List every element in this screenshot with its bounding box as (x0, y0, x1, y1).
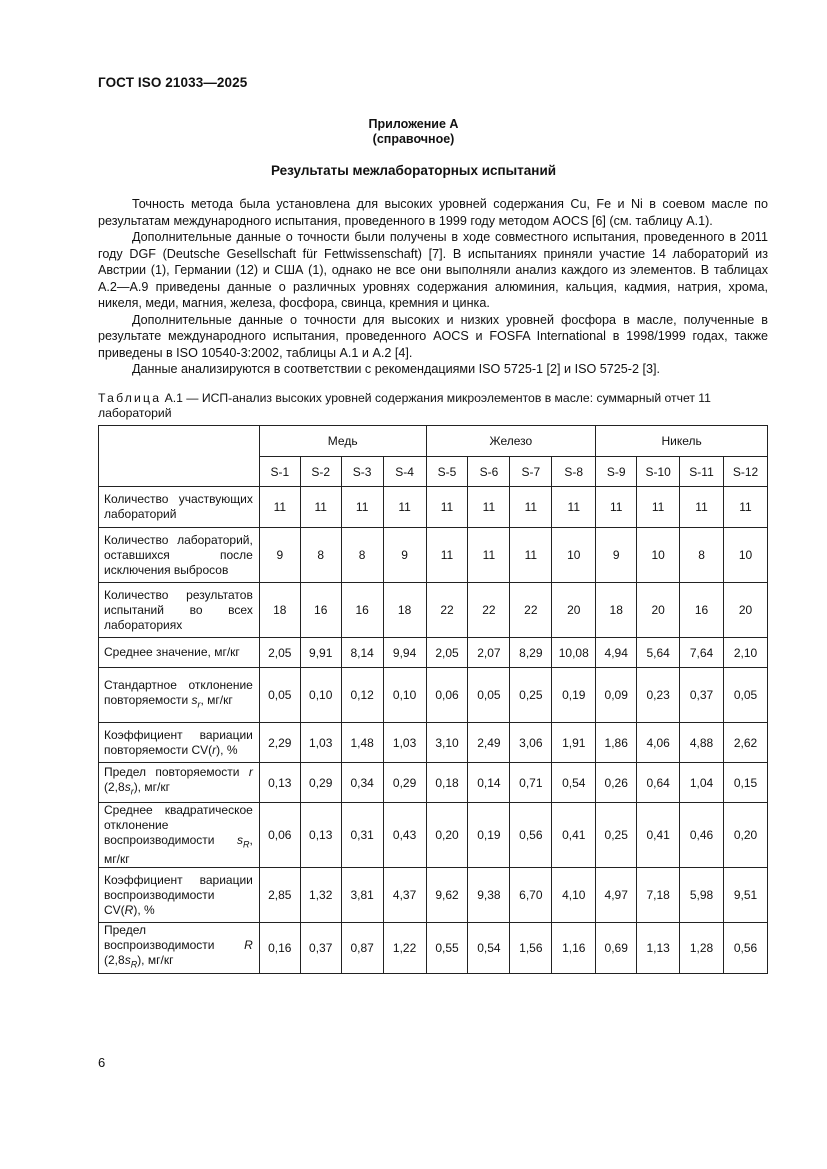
table-cell: 0,37 (300, 923, 341, 973)
group-header-copper: Медь (259, 426, 426, 457)
sample-header-cell: S-4 (383, 457, 426, 487)
corner-cell (99, 426, 260, 487)
table-cell: 0,05 (723, 668, 767, 723)
table-cell: 11 (510, 528, 552, 583)
table-cell: 1,13 (637, 923, 680, 973)
table-cell: 0,10 (383, 668, 426, 723)
table-cell: 4,94 (596, 638, 637, 668)
table-cell: 2,10 (723, 638, 767, 668)
table-caption-text: — ИСП-анализ высоких уровней содержания микроэлементов в масле: суммарный отчет 11 лабораторий (98, 391, 711, 420)
table-row (99, 723, 768, 763)
table-cell: 0,19 (552, 668, 596, 723)
table-cell: 9,62 (426, 868, 468, 923)
row-label (99, 763, 260, 803)
table-cell: 9,38 (468, 868, 510, 923)
row-label-text: , мг/кг (104, 833, 253, 867)
table-cell: 0,15 (723, 763, 767, 803)
table-row (99, 763, 768, 803)
table-cell: 4,06 (637, 723, 680, 763)
table-cell: 0,54 (552, 763, 596, 803)
annex-subtitle: (справочное) (372, 132, 455, 146)
table-cell: 11 (510, 487, 552, 528)
table-cell: 1,03 (300, 723, 341, 763)
row-label: Количество лабораторий, оставшихся после исключения выбросов (99, 528, 260, 583)
table-cell: 11 (596, 487, 637, 528)
sample-header-cell: S-8 (552, 457, 596, 487)
paragraph: Точность метода была установлена для высоких уровней содержания Cu, Fe и Ni в соевом масле по результатам международного испытания, проведенного в 1999 году методом AOCS [6] (см. таблицу А.1). (98, 197, 768, 228)
table-cell: 0,25 (596, 803, 637, 868)
table-cell: 1,28 (680, 923, 724, 973)
table-cell: 10 (723, 528, 767, 583)
table-cell: 0,34 (341, 763, 383, 803)
row-label: Количество участвующих лабораторий (99, 487, 260, 528)
row-label-symbol: r (212, 742, 217, 757)
row-label: Количество результатов испытаний во всех лабораториях (99, 583, 260, 638)
table-cell: 11 (468, 487, 510, 528)
table-cell: 11 (259, 487, 300, 528)
table-cell: 0,09 (596, 668, 637, 723)
table-cell: 2,85 (259, 868, 300, 923)
table-cell: 2,49 (468, 723, 510, 763)
table-cell: 0,71 (510, 763, 552, 803)
table-cell: 2,05 (259, 638, 300, 668)
paragraph: Данные анализируются в соответствии с рекомендациями ISO 5725-1 [2] и ISO 5725-2 [3]. (132, 362, 660, 376)
row-label (99, 723, 260, 763)
paragraph: Дополнительные данные о точности для высоких и низких уровней фосфора в масле, полученные в результате международного испытания, проведенного AOCS и FOSFA International в 1998/1999 годах, также приведены в ISO 10540-3:2002, таблицы А.1 и А.2 [4]. (98, 312, 768, 360)
table-cell: 20 (637, 583, 680, 638)
table-cell: 3,06 (510, 723, 552, 763)
table-cell: 9,51 (723, 868, 767, 923)
table-cell: 7,18 (637, 868, 680, 923)
sample-header-cell: S-2 (300, 457, 341, 487)
table-cell: 1,48 (341, 723, 383, 763)
table-cell: 0,06 (426, 668, 468, 723)
row-label-subscript: r (130, 786, 134, 797)
table-cell: 9 (596, 528, 637, 583)
table-cell: 0,41 (552, 803, 596, 868)
table-cell: 5,98 (680, 868, 724, 923)
table-cell: 4,37 (383, 868, 426, 923)
sample-header-cell: S-10 (637, 457, 680, 487)
table-cell: 9,91 (300, 638, 341, 668)
table-row (99, 583, 768, 638)
row-label-text: Среднее квадратическое отклонение воспроизводимости (104, 803, 253, 847)
table-cell: 16 (300, 583, 341, 638)
table-cell: 16 (680, 583, 724, 638)
table-cell: 1,91 (552, 723, 596, 763)
row-label (99, 868, 260, 923)
sample-header-cell: S-9 (596, 457, 637, 487)
table-row (99, 923, 768, 973)
table-cell: 5,64 (637, 638, 680, 668)
table-cell: 16 (341, 583, 383, 638)
table-cell: 18 (596, 583, 637, 638)
sample-header-cell: S-1 (259, 457, 300, 487)
table-row (99, 803, 768, 868)
table-cell: 6,70 (510, 868, 552, 923)
body-text (98, 196, 768, 378)
table-cell: 11 (426, 528, 468, 583)
table-cell: 8 (300, 528, 341, 583)
table-caption (98, 391, 768, 421)
table-row (99, 528, 768, 583)
table-cell: 22 (510, 583, 552, 638)
row-label-text: Предел повторяемости (104, 765, 249, 780)
sample-header-cell: S-5 (426, 457, 468, 487)
table-cell: 1,32 (300, 868, 341, 923)
table-cell: 10 (637, 528, 680, 583)
table-cell: 0,13 (300, 803, 341, 868)
table-cell: 0,12 (341, 668, 383, 723)
table-cell: 8,14 (341, 638, 383, 668)
row-label-text: Стандартное отклонение повторяемости (104, 677, 253, 707)
row-label-text: ), мг/кг (137, 953, 174, 968)
table-cell: 11 (426, 487, 468, 528)
table-cell: 4,10 (552, 868, 596, 923)
page-number: 6 (98, 1055, 106, 1070)
row-label-text: Коэффициент вариации повторяемости CV( (104, 727, 253, 757)
row-label (99, 923, 260, 973)
table-cell: 0,16 (259, 923, 300, 973)
table-cell: 0,37 (680, 668, 724, 723)
table-cell: 0,20 (426, 803, 468, 868)
table-cell: 11 (383, 487, 426, 528)
table-cell: 9 (383, 528, 426, 583)
row-label-symbol: s (191, 692, 198, 707)
table-cell: 0,56 (723, 923, 767, 973)
table-cell: 0,10 (300, 668, 341, 723)
row-label-subscript: r (197, 699, 201, 710)
table-caption-label: Таблица (98, 391, 162, 405)
sample-header-cell: S-12 (723, 457, 767, 487)
table-cell: 11 (723, 487, 767, 528)
table-cell: 9 (259, 528, 300, 583)
table-cell: 0,20 (723, 803, 767, 868)
table-cell: 0,26 (596, 763, 637, 803)
table-cell: 18 (259, 583, 300, 638)
table-cell: 18 (383, 583, 426, 638)
row-label-text: ), мг/кг (133, 780, 170, 795)
row-label-subscript: R (243, 839, 250, 850)
table-cell: 0,25 (510, 668, 552, 723)
paragraph: Дополнительные данные о точности были получены в ходе совместного испытания, проведенного в 2011 году DGF (Deutsche Gesellschaft für Fettwissenschaft) [7]. В испытаниях приняли участие 14 лабораторий из Австрии (1), Германии (12) и США (1), однако не все они выполняли анализ каждого из элементов. В таблицах А.2—А.9 приведены данные о различных уровнях содержания алюминия, кальция, кадмия, натрия, хрома, никеля, меди, магния, железа, фосфора, свинца, кремния и цинка. (98, 230, 768, 310)
table-cell: 4,97 (596, 868, 637, 923)
table-cell: 0,29 (300, 763, 341, 803)
table-cell: 1,04 (680, 763, 724, 803)
table-cell: 8 (341, 528, 383, 583)
table-cell: 2,29 (259, 723, 300, 763)
table-cell: 2,07 (468, 638, 510, 668)
table-row (99, 868, 768, 923)
table-cell: 0,54 (468, 923, 510, 973)
table-cell: 0,64 (637, 763, 680, 803)
group-header-iron: Железо (426, 426, 596, 457)
table-cell: 11 (341, 487, 383, 528)
sample-header-cell: S-6 (468, 457, 510, 487)
table-cell: 1,03 (383, 723, 426, 763)
table-cell: 22 (468, 583, 510, 638)
table-row (99, 487, 768, 528)
table-cell: 10,08 (552, 638, 596, 668)
table-cell: 11 (680, 487, 724, 528)
table-cell: 4,88 (680, 723, 724, 763)
row-label-symbol: s (124, 953, 131, 968)
table-cell: 0,55 (426, 923, 468, 973)
table-cell: 8 (680, 528, 724, 583)
table-cell: 0,69 (596, 923, 637, 973)
row-label (99, 803, 260, 868)
table-cell: 11 (300, 487, 341, 528)
table-cell: 20 (552, 583, 596, 638)
table-cell: 0,41 (637, 803, 680, 868)
table-cell: 3,81 (341, 868, 383, 923)
table-cell: 1,56 (510, 923, 552, 973)
group-header-nickel: Никель (596, 426, 768, 457)
table-cell: 0,05 (468, 668, 510, 723)
results-table (98, 425, 768, 974)
table-cell: 1,86 (596, 723, 637, 763)
table-cell: 0,87 (341, 923, 383, 973)
table-row (99, 668, 768, 723)
table-cell: 0,56 (510, 803, 552, 868)
row-label-symbol: r (248, 765, 253, 780)
table-cell: 0,23 (637, 668, 680, 723)
table-cell: 0,19 (468, 803, 510, 868)
table-cell: 0,46 (680, 803, 724, 868)
table-cell: 11 (637, 487, 680, 528)
table-cell: 0,05 (259, 668, 300, 723)
row-label-text: (2,8 (104, 780, 125, 795)
row-label-symbol: R (124, 902, 134, 917)
row-label-text: (2,8 (104, 953, 125, 968)
table-cell: 11 (552, 487, 596, 528)
row-label-text: ), % (216, 742, 238, 757)
section-title: Результаты межлабораторных испытаний (270, 163, 557, 178)
table-cell: 0,18 (426, 763, 468, 803)
row-label-symbol: R (244, 938, 253, 953)
table-cell: 3,10 (426, 723, 468, 763)
table-cell: 1,22 (383, 923, 426, 973)
table-cell: 2,05 (426, 638, 468, 668)
row-label-symbol: s (237, 833, 243, 847)
standard-header: ГОСТ ISO 21033—2025 (98, 75, 248, 90)
table-cell: 0,29 (383, 763, 426, 803)
row-label-text: Коэффициент вариации воспроизводимости CV( (104, 872, 253, 917)
table-cell: 0,31 (341, 803, 383, 868)
row-label-text: , мг/кг (200, 692, 233, 707)
row-label: Среднее значение, мг/кг (99, 638, 260, 668)
table-cell: 0,13 (259, 763, 300, 803)
table-row (99, 638, 768, 668)
table-cell: 0,06 (259, 803, 300, 868)
group-header-row (99, 426, 768, 457)
row-label (99, 668, 260, 723)
table-cell: 11 (468, 528, 510, 583)
table-cell: 0,43 (383, 803, 426, 868)
table-cell: 2,62 (723, 723, 767, 763)
table-cell: 10 (552, 528, 596, 583)
row-label-subscript: R (130, 959, 138, 970)
table-cell: 8,29 (510, 638, 552, 668)
row-label-text: Предел воспроизводимости (104, 923, 245, 953)
table-cell: 0,14 (468, 763, 510, 803)
table-cell: 9,94 (383, 638, 426, 668)
table-cell: 20 (723, 583, 767, 638)
table-cell: 7,64 (680, 638, 724, 668)
row-label-text: ), % (133, 902, 155, 917)
sample-header-cell: S-3 (341, 457, 383, 487)
sample-header-cell: S-11 (680, 457, 724, 487)
annex-title: Приложение А (368, 117, 459, 131)
table-cell: 1,16 (552, 923, 596, 973)
sample-header-cell: S-7 (510, 457, 552, 487)
row-label-symbol: s (124, 780, 131, 795)
table-caption-number: А.1 (164, 391, 183, 405)
table-cell: 22 (426, 583, 468, 638)
